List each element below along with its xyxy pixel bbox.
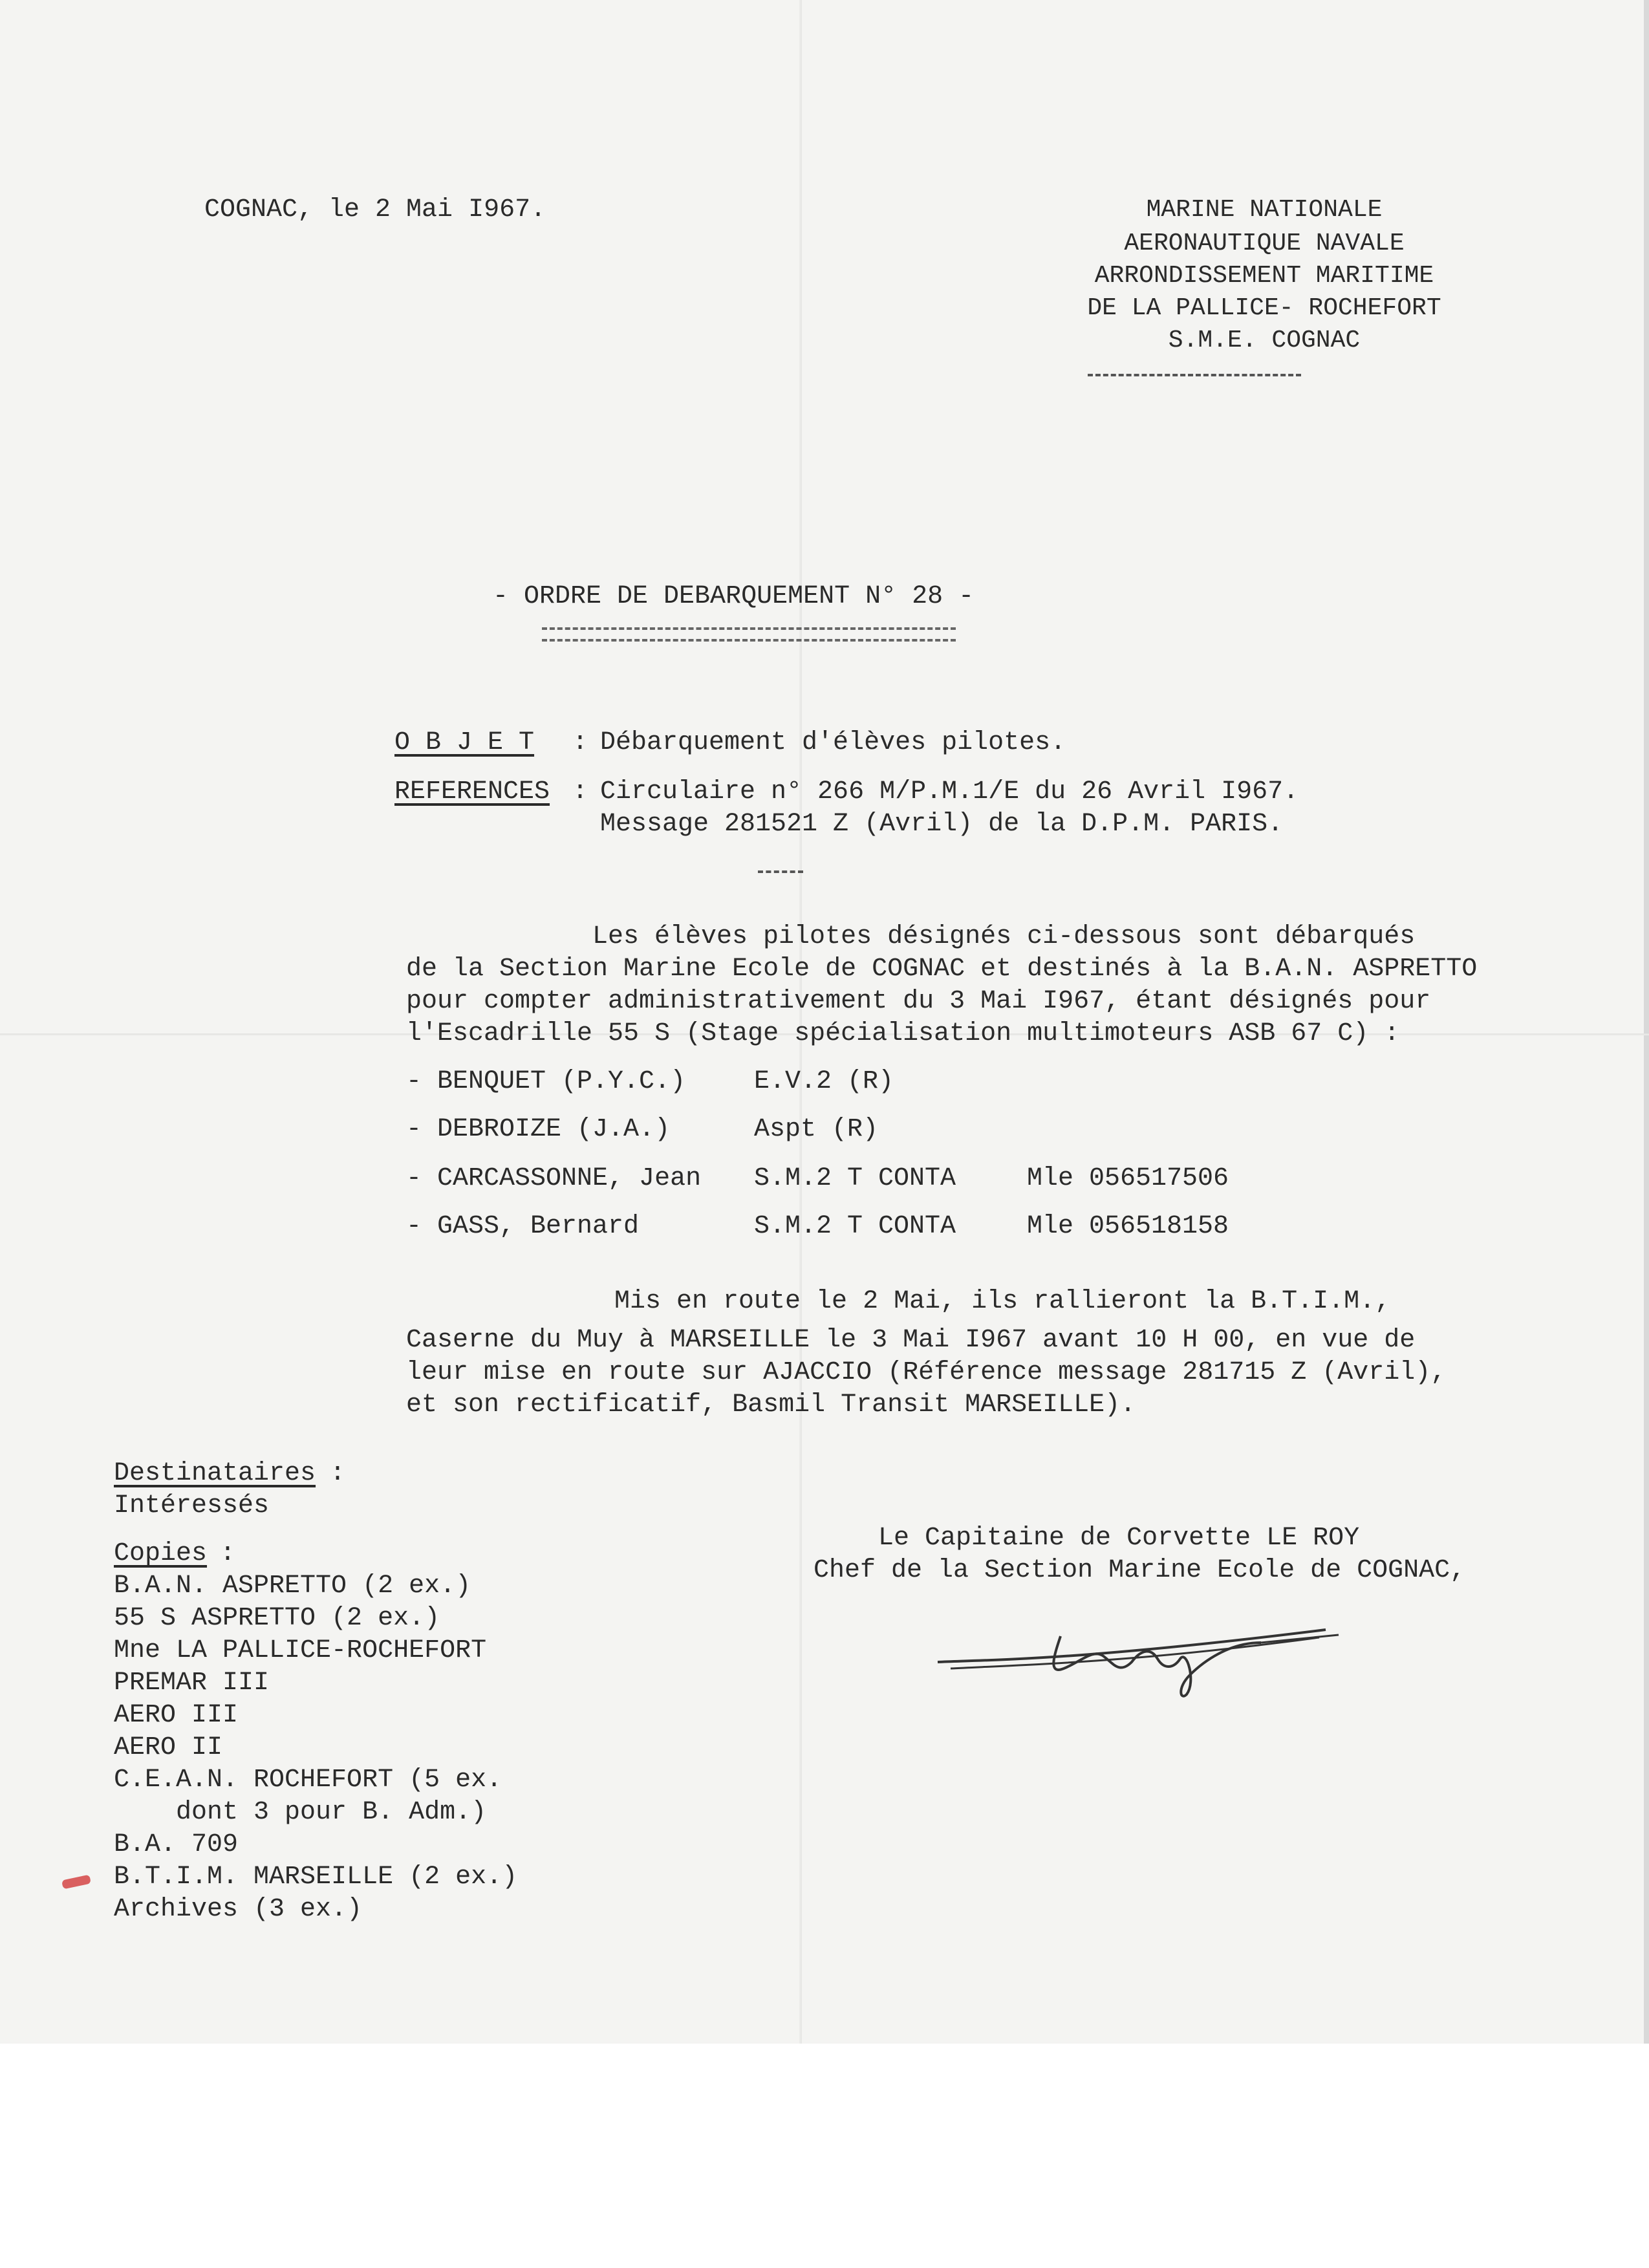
place-date: COGNAC, le 2 Mai I967. bbox=[204, 195, 546, 224]
body-line: leur mise en route sur AJACCIO (Référence message 281715 Z (Avril), bbox=[406, 1358, 1447, 1387]
letterhead-line: AERONAUTIQUE NAVALE bbox=[1124, 230, 1405, 257]
body-line: de la Section Marine Ecole de COGNAC et destinés à la B.A.N. ASPRETTO bbox=[406, 955, 1478, 984]
letterhead-line: ARRONDISSEMENT MARITIME bbox=[1094, 262, 1434, 290]
pilot-mle: Mle 056518158 bbox=[1027, 1212, 1229, 1241]
letterhead-line: MARINE NATIONALE bbox=[1146, 196, 1383, 224]
letterhead-rule bbox=[1088, 374, 1301, 376]
copies-item: 55 S ASPRETTO (2 ex.) bbox=[114, 1604, 440, 1633]
body-line: l'Escadrille 55 S (Stage spécialisation multimoteurs ASB 67 C) : bbox=[406, 1019, 1400, 1048]
title-rule bbox=[542, 627, 956, 642]
body-line: et son rectificatif, Basmil Transit MARSEILLE). bbox=[406, 1390, 1136, 1420]
pilot-name: - BENQUET (P.Y.C.) bbox=[406, 1067, 686, 1096]
red-pen-mark bbox=[61, 1875, 91, 1890]
reference-line: Message 281521 Z (Avril) de la D.P.M. PARIS. bbox=[600, 810, 1284, 839]
destinataires-separator: : bbox=[330, 1459, 346, 1488]
pilot-name: - DEBROIZE (J.A.) bbox=[406, 1115, 671, 1144]
copies-item: B.T.I.M. MARSEILLE (2 ex.) bbox=[114, 1863, 518, 1892]
order-title: - ORDRE DE DEBARQUEMENT N° 28 - bbox=[493, 582, 975, 611]
references-separator: : bbox=[572, 777, 588, 806]
objet-separator: : bbox=[572, 728, 588, 757]
copies-separator: : bbox=[220, 1539, 236, 1568]
reference-line: Circulaire n° 266 M/P.M.1/E du 26 Avril I967. bbox=[600, 777, 1299, 806]
signatory-title: Le Capitaine de Corvette LE ROY bbox=[878, 1524, 1360, 1553]
letterhead-line: S.M.E. COGNAC bbox=[1168, 327, 1361, 354]
signatory-office: Chef de la Section Marine Ecole de COGNAC, bbox=[814, 1556, 1466, 1585]
pilot-mle: Mle 056517506 bbox=[1027, 1164, 1229, 1193]
copies-item: Mne LA PALLICE-ROCHEFORT bbox=[114, 1636, 487, 1665]
body-line: Mis en route le 2 Mai, ils rallieront la B.T.I.M., bbox=[614, 1287, 1391, 1316]
copies-item: PREMAR III bbox=[114, 1669, 270, 1698]
pilot-grade: Aspt (R) bbox=[754, 1115, 879, 1144]
pilot-grade: S.M.2 T CONTA bbox=[754, 1212, 956, 1241]
section-divider bbox=[758, 870, 803, 873]
body-line: Les élèves pilotes désignés ci-dessous sont débarqués bbox=[592, 922, 1416, 951]
pilot-grade: E.V.2 (R) bbox=[754, 1067, 894, 1096]
copies-item: B.A.N. ASPRETTO (2 ex.) bbox=[114, 1571, 471, 1601]
destinataires-label: Destinataires bbox=[114, 1459, 316, 1488]
handwritten-signature bbox=[925, 1597, 1352, 1701]
copies-item: Archives (3 ex.) bbox=[114, 1895, 363, 1924]
references-label: REFERENCES bbox=[394, 777, 550, 806]
pilot-name: - GASS, Bernard bbox=[406, 1212, 640, 1241]
copies-item: C.E.A.N. ROCHEFORT (5 ex. bbox=[114, 1766, 502, 1795]
body-line: pour compter administrativement du 3 Mai I967, étant désignés pour bbox=[406, 987, 1431, 1016]
copies-item: AERO II bbox=[114, 1733, 223, 1762]
body-line: Caserne du Muy à MARSEILLE le 3 Mai I967 avant 10 H 00, en vue de bbox=[406, 1326, 1416, 1355]
objet-label: O B J E T bbox=[394, 728, 535, 757]
copies-item: AERO III bbox=[114, 1701, 239, 1730]
copies-item: dont 3 pour B. Adm.) bbox=[114, 1798, 487, 1827]
objet-text: Débarquement d'élèves pilotes. bbox=[600, 728, 1066, 757]
letterhead-line: DE LA PALLICE- ROCHEFORT bbox=[1087, 294, 1441, 322]
copies-item: B.A. 709 bbox=[114, 1830, 239, 1859]
copies-label: Copies bbox=[114, 1539, 208, 1568]
destinataires-value: Intéressés bbox=[114, 1491, 270, 1520]
pilot-name: - CARCASSONNE, Jean bbox=[406, 1164, 702, 1193]
pilot-grade: S.M.2 T CONTA bbox=[754, 1164, 956, 1193]
